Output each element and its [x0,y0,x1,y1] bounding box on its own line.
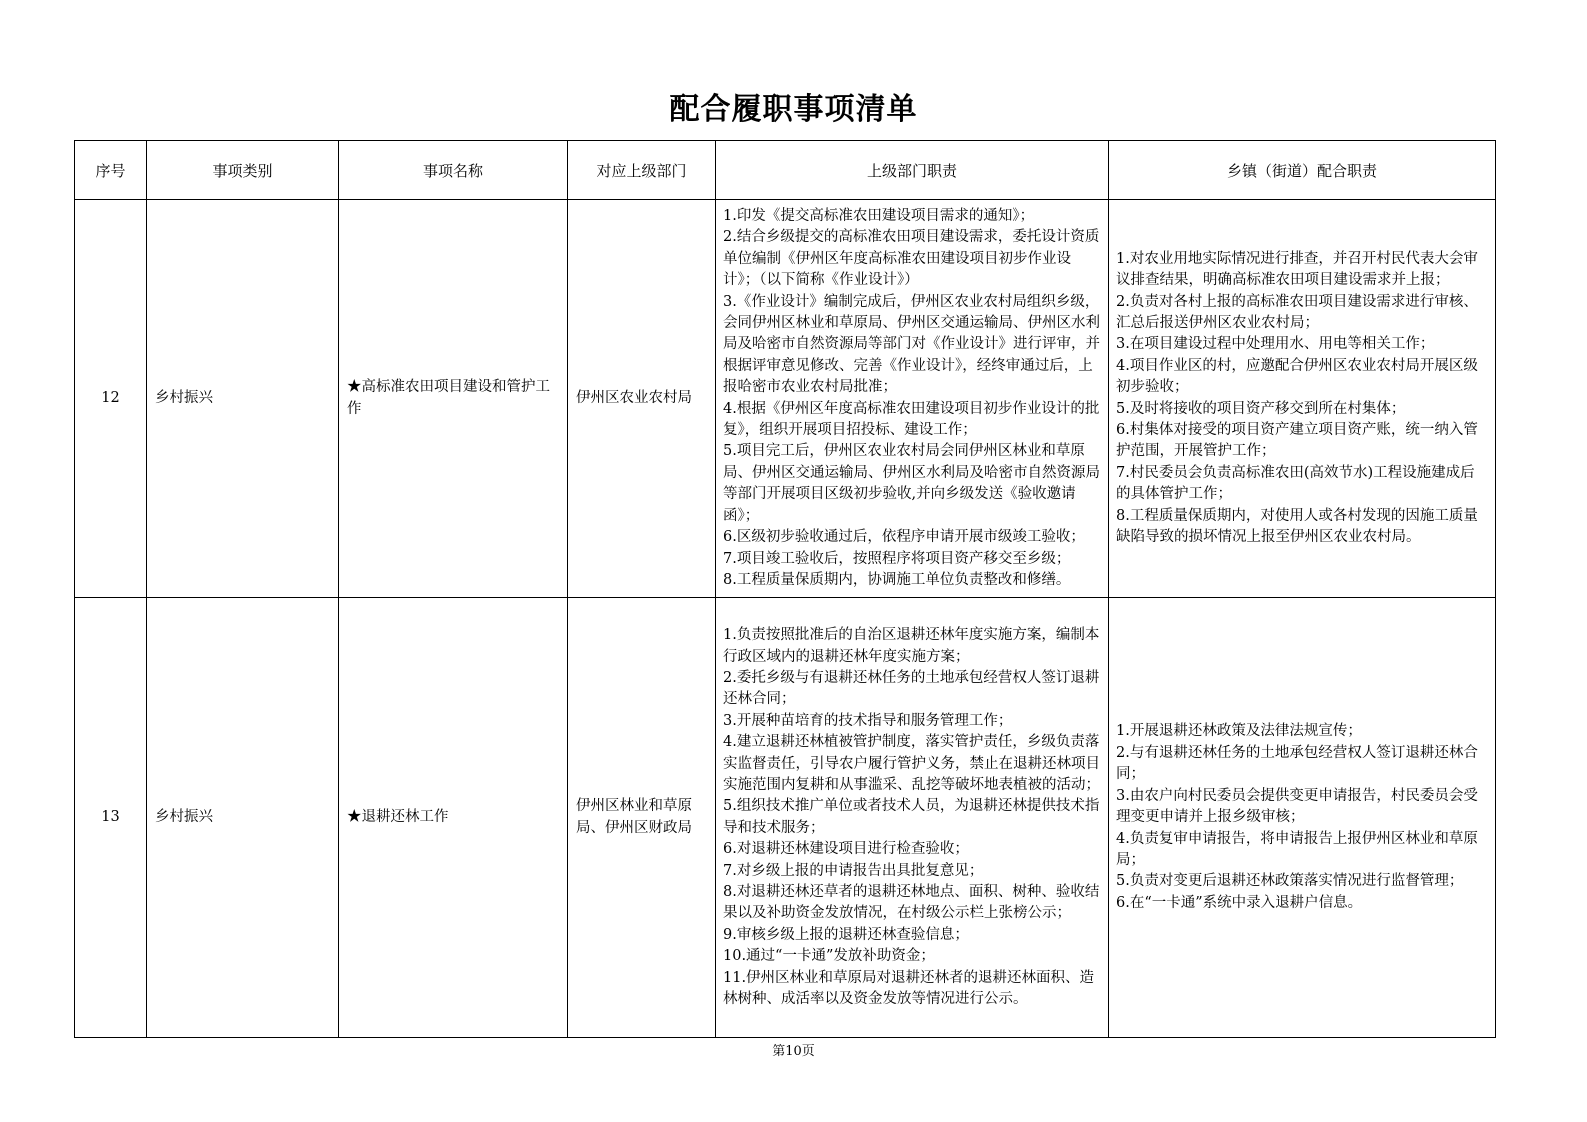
page-number: 第10页 [772,1044,815,1059]
cell-category: 乡村振兴 [147,598,339,1038]
header-upper-duties: 上级部门职责 [716,141,1109,200]
duty-item: 11.伊州区林业和草原局对退耕还林者的退耕还林面积、造林树种、成活率以及资金发放等情况进行公示。 [723,969,1095,1008]
duty-item: 4.负责复审申请报告，将申请报告上报伊州区林业和草原局； [1116,830,1478,868]
cell-item-name: ★退耕还林工作 [339,598,568,1038]
table-row [75,598,1496,1038]
cell-item-name: ★高标准农田项目建设和管护工作 [339,200,568,598]
duty-item: 3.开展种苗培育的技术指导和服务管理工作； [723,712,1013,729]
duty-item: 4.根据《伊州区年度高标准农田建设项目初步作业设计的批复》，组织开展项目招投标、建设工作； [723,400,1100,439]
cell-department: 伊州区林业和草原局、伊州区财政局 [568,598,716,1038]
cell-department: 伊州区农业农村局 [568,200,716,598]
duty-item: 8.对退耕还林还草者的退耕还林地点、面积、树种、验收结果以及补助资金发放情况，在村级公示栏上张榜公示； [723,884,1100,922]
page-title: 配合履职事项清单 [669,92,918,127]
duty-item: 2.负责对各村上报的高标准农田项目建设需求进行审核、汇总后报送伊州区农业农村局； [1116,293,1478,332]
duty-item: 1.对农业用地实际情况进行排查，并召开村民代表大会审议排查结果，明确高标准农田项目建设需求并上报； [1116,250,1478,289]
duty-item: 6.村集体对接受的项目资产建立项目资产账，统一纳入管护范围，开展管护工作； [1116,422,1478,460]
cell-category: 乡村振兴 [147,200,339,598]
header-category: 事项类别 [147,141,339,200]
header-town-duties: 乡镇（街道）配合职责 [1109,141,1496,200]
duty-item: 1.负责按照批准后的自治区退耕还林年度实施方案，编制本行政区域内的退耕还林年度实施方案； [723,627,1100,665]
duty-item: 2.委托乡级与有退耕还林任务的土地承包经营权人签订退耕还林合同； [723,669,1100,708]
cell-seq: 13 [75,598,147,1038]
header-seq: 序号 [75,141,147,200]
cell-upper-duties [716,200,1109,598]
duty-item: 1.开展退耕还林政策及法律法规宣传； [1116,723,1362,740]
duty-item: 4.项目作业区的村，应邀配合伊州区农业农村局开展区级初步验收； [1116,357,1478,396]
duty-item: 5.组织技术推广单位或者技术人员，为退耕还林提供技术指导和技术服务； [723,798,1100,836]
cell-town-duties [1109,200,1496,598]
duty-item: 8.工程质量保质期内，协调施工单位负责整改和修缮。 [723,571,1071,588]
duty-item: 7.村民委员会负责高标准农田(高效节水)工程设施建成后的具体管护工作； [1116,464,1475,503]
duty-item: 10.通过“一卡通”发放补助资金； [723,948,935,965]
duty-item: 3.《作业设计》编制完成后，伊州区农业农村局组织乡级，会同伊州区林业和草原局、伊州区交通运输局、伊州区水利局及哈密市自然资源局等部门对《作业设计》进行评审，并根据评审意见修改、完善《作业设计》，经终审通过后，上报哈密市农业农村局批准； [723,293,1100,396]
cell-seq: 12 [75,200,147,598]
duty-item: 3.由农户向村民委员会提供变更申请报告，村民委员会受理变更申请并上报乡级审核； [1116,787,1478,826]
duty-item: 6.在“一卡通”系统中录入退耕户信息。 [1116,894,1363,911]
duty-table [74,140,1496,1038]
duty-item: 4.建立退耕还林植被管护制度，落实管护责任，乡级负责落实监督责任，引导农户履行管护义务，禁止在退耕还林项目实施范围内复耕和从事滥采、乱挖等破坏地表植被的活动； [723,734,1100,793]
duty-item: 1.印发《提交高标准农田建设项目需求的通知》； [723,208,1035,224]
duty-item: 3.在项目建设过程中处理用水、用电等相关工作； [1116,336,1435,353]
duty-item: 5.负责对变更后退耕还林政策落实情况进行监督管理； [1116,873,1464,890]
header-department: 对应上级部门 [568,141,716,200]
duty-item: 9.审核乡级上报的退耕还林查验信息； [723,926,969,943]
header-item-name: 事项名称 [339,141,568,200]
duty-item: 7.对乡级上报的申请报告出具批复意见； [723,862,984,879]
duty-item: 5.项目完工后，伊州区农业农村局会同伊州区林业和草原局、伊州区交通运输局、伊州区水利局及哈密市自然资源局等部门开展项目区级初步验收,并向乡级发送《验收邀请函》； [723,443,1100,524]
duty-item: 6.区级初步验收通过后，依程序申请开展市级竣工验收； [723,529,1085,546]
cell-upper-duties [716,598,1109,1038]
duty-item: 8.工程质量保质期内，对使用人或各村发现的因施工质量缺陷导致的损坏情况上报至伊州区农业农村局。 [1116,507,1478,546]
duty-item: 2.与有退耕还林任务的土地承包经营权人签订退耕还林合同； [1116,744,1478,783]
duty-item: 6.对退耕还林建设项目进行检查验收； [723,841,969,858]
table-row [75,200,1496,598]
duty-item: 2.结合乡级提交的高标准农田项目建设需求，委托设计资质单位编制《伊州区年度高标准农田建设项目初步作业设计》；（以下简称《作业设计》） [723,229,1100,289]
duty-item: 5.及时将接收的项目资产移交到所在村集体； [1116,400,1406,417]
duty-item: 7.项目竣工验收后，按照程序将项目资产移交至乡级； [723,550,1071,567]
cell-town-duties [1109,598,1496,1038]
table-header-row [75,141,1496,200]
